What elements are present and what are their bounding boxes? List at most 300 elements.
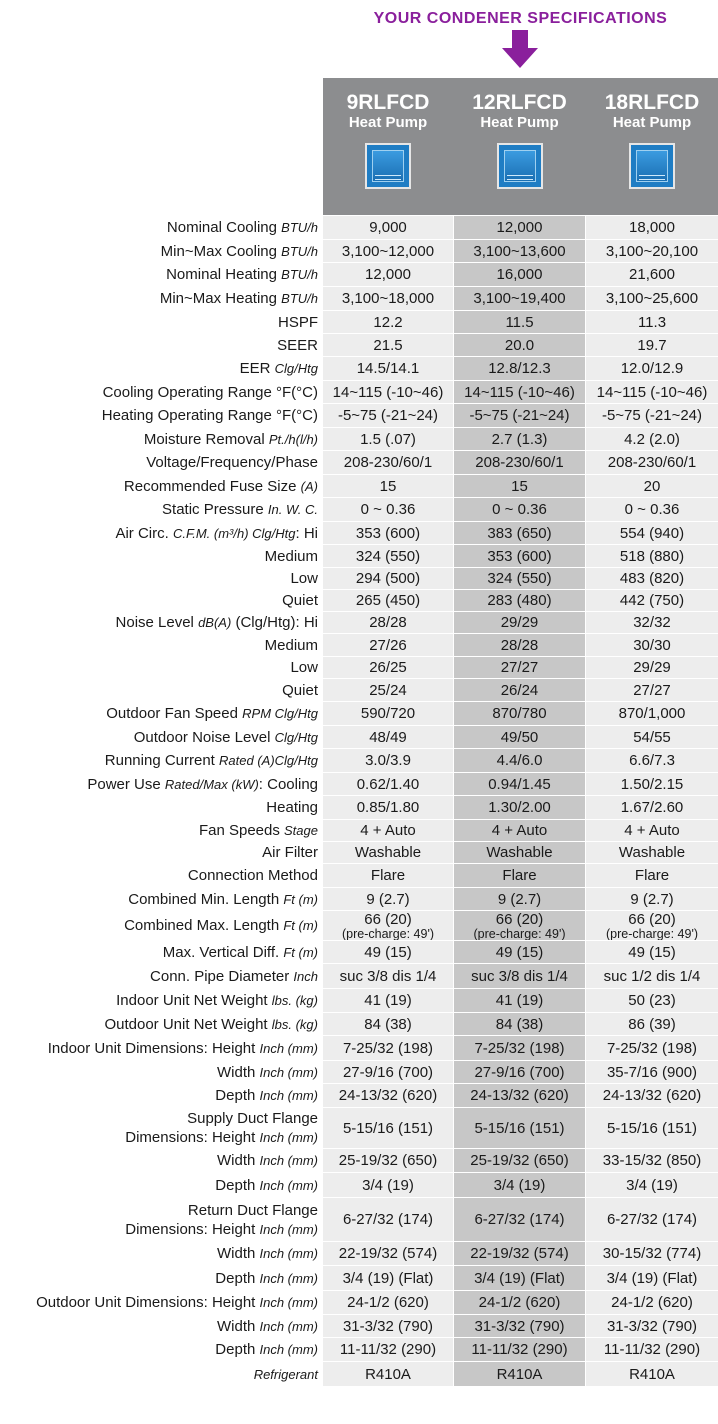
spec-label xyxy=(0,820,318,841)
spec-label-line xyxy=(188,866,318,885)
model-column-header xyxy=(323,78,453,215)
spec-value: 324 (550) xyxy=(355,547,421,565)
spec-row xyxy=(0,1012,718,1035)
spec-label-text: Depth xyxy=(215,1269,256,1287)
spec-value-cell xyxy=(586,1149,718,1172)
spec-value-cell xyxy=(323,522,453,544)
spec-value: 49/50 xyxy=(500,728,539,746)
spec-label-text: Depth xyxy=(215,1176,256,1194)
spec-note: (pre-charge: 49') xyxy=(341,926,434,941)
spec-row xyxy=(0,819,718,841)
spec-value: 3/4 (19) xyxy=(493,1176,546,1194)
spec-value: 2.7 (1.3) xyxy=(491,430,548,448)
spec-value-cell xyxy=(454,612,585,633)
spec-value: 29/29 xyxy=(500,614,539,631)
spec-label xyxy=(0,634,318,656)
spec-unit: BTU/h xyxy=(281,291,318,306)
spec-label xyxy=(0,749,318,772)
spec-value-cell xyxy=(454,1084,585,1107)
spec-value-cell xyxy=(586,989,718,1012)
spec-value: 1.50/2.15 xyxy=(620,775,684,793)
spec-row xyxy=(0,1314,718,1337)
spec-label xyxy=(0,1149,318,1172)
spec-value-cell xyxy=(454,311,585,333)
spec-value: 48/49 xyxy=(369,728,407,746)
spec-label xyxy=(0,1315,318,1337)
spec-unit: RPM Clg/Htg xyxy=(242,706,318,721)
spec-value: 41 (19) xyxy=(495,992,544,1009)
spec-value: 3/4 (19) xyxy=(362,1176,414,1194)
spec-value-cell xyxy=(454,357,585,380)
spec-value: 5-15/16 (151) xyxy=(342,1119,434,1137)
spec-label-line xyxy=(144,430,318,449)
model-name: 18RLFCD xyxy=(604,91,700,114)
spec-value: 6.6/7.3 xyxy=(629,752,675,769)
spec-label-line xyxy=(278,313,318,332)
spec-label-text: Min~Max Cooling xyxy=(160,242,277,260)
spec-value-cell xyxy=(323,941,453,963)
spec-value-cell xyxy=(454,1362,585,1386)
spec-value: 12.0/12.9 xyxy=(620,360,684,377)
spec-value-cell xyxy=(454,1108,585,1148)
spec-label xyxy=(0,1173,318,1197)
spec-value-cell xyxy=(323,1173,453,1197)
spec-row xyxy=(0,887,718,910)
spec-row xyxy=(0,497,718,521)
spec-row xyxy=(0,403,718,427)
spec-value: 3,100~25,600 xyxy=(605,290,699,307)
spec-label-line xyxy=(116,613,318,632)
spec-value-cell xyxy=(454,498,585,521)
spec-value-cell xyxy=(323,1084,453,1107)
spec-value-cell xyxy=(323,428,453,450)
spec-label-text: Heating Operating Range °F(°C) xyxy=(101,407,318,424)
spec-row xyxy=(0,1361,718,1386)
spec-value-cell xyxy=(323,634,453,656)
spec-label-text: Power Use xyxy=(87,775,161,793)
spec-value-cell xyxy=(586,1315,718,1337)
spec-label-line xyxy=(215,1340,318,1359)
spec-value-cell xyxy=(323,888,453,910)
spec-value: 9,000 xyxy=(369,219,407,236)
spec-value-cell xyxy=(454,796,585,819)
spec-row xyxy=(0,544,718,567)
spec-value: 6-27/32 (174) xyxy=(606,1211,698,1228)
spec-value: 11.5 xyxy=(505,313,534,331)
spec-value: 24-1/2 (620) xyxy=(611,1294,693,1311)
arrow-down-icon xyxy=(502,30,538,68)
spec-label-line xyxy=(162,500,318,519)
spec-unit: BTU/h xyxy=(281,220,318,235)
spec-value-cell xyxy=(323,404,453,427)
spec-label-text: Width xyxy=(216,1152,256,1169)
spec-value-cell xyxy=(323,287,453,310)
spec-label xyxy=(0,842,318,863)
spec-value: 31-3/32 (790) xyxy=(342,1317,434,1335)
spec-unit: Inch (mm) xyxy=(259,1318,318,1334)
spec-value-cell xyxy=(323,726,453,748)
spec-label xyxy=(0,1291,318,1314)
spec-label-line xyxy=(217,1244,318,1263)
spec-value-cell xyxy=(323,1061,453,1083)
spec-value: 353 (600) xyxy=(355,524,421,542)
spec-value-cell xyxy=(323,679,453,701)
model-column-header xyxy=(586,78,718,215)
spec-value-cell xyxy=(586,820,718,841)
spec-label-text: Dimensions: Height xyxy=(125,1220,256,1238)
spec-value: Flare xyxy=(370,867,406,884)
spec-label-text: EER xyxy=(239,360,271,377)
spec-value: 14.5/14.1 xyxy=(356,360,420,377)
spec-label-line xyxy=(106,704,318,723)
spec-unit: lbs. (kg) xyxy=(271,1016,318,1032)
spec-label-text: Low xyxy=(290,570,318,587)
spec-unit: Inch (mm) xyxy=(259,1246,318,1261)
spec-value-cell xyxy=(323,989,453,1012)
spec-value: 9 (2.7) xyxy=(497,890,542,908)
spec-value: 294 (500) xyxy=(355,570,421,587)
spec-label-line xyxy=(167,218,318,237)
spec-label-suffix: : Hi xyxy=(295,524,318,542)
spec-value: 7-25/32 (198) xyxy=(474,1039,565,1057)
spec-label-text: Outdoor Unit Dimensions: Height xyxy=(36,1294,256,1311)
spec-value: 11-11/32 (290) xyxy=(471,1341,568,1358)
spec-value: 84 (38) xyxy=(364,1015,412,1033)
spec-value: 27-9/16 (700) xyxy=(474,1063,565,1081)
spec-value: 590/720 xyxy=(360,705,416,722)
spec-value-cell xyxy=(454,475,585,497)
spec-table xyxy=(0,215,718,1386)
spec-value: 31-3/32 (790) xyxy=(474,1317,565,1335)
spec-label-text: HSPF xyxy=(277,313,318,331)
spec-label-line xyxy=(105,751,318,770)
spec-row xyxy=(0,239,718,262)
spec-value-cell xyxy=(454,820,585,841)
spec-unit: Clg/Htg xyxy=(274,361,318,376)
spec-value: 26/24 xyxy=(500,681,539,699)
spec-row xyxy=(0,262,718,286)
spec-label-line xyxy=(116,991,318,1010)
spec-unit: Inch (mm) xyxy=(259,1153,318,1168)
spec-value: 25/24 xyxy=(369,681,407,699)
spec-unit: Stage xyxy=(284,823,318,838)
spec-value: 442 (750) xyxy=(619,592,685,609)
spec-value: 28/28 xyxy=(500,636,539,654)
spec-label-text: Connection Method xyxy=(187,867,318,884)
spec-label xyxy=(0,1108,318,1148)
spec-label-line xyxy=(282,591,318,610)
spec-row xyxy=(0,963,718,988)
spec-label xyxy=(0,1338,318,1361)
spec-value: 11.3 xyxy=(637,313,667,331)
spec-row xyxy=(0,1107,718,1148)
spec-value-cell xyxy=(454,941,585,963)
spec-label-text: Moisture Removal xyxy=(143,430,265,448)
spec-unit: Inch (mm) xyxy=(259,1088,318,1103)
spec-value: 5-15/16 (151) xyxy=(606,1119,698,1137)
spec-label xyxy=(0,404,318,427)
spec-label-text: Low xyxy=(290,659,318,676)
spec-value-cell xyxy=(454,1149,585,1172)
spec-row xyxy=(0,427,718,450)
spec-label-text: Medium xyxy=(264,547,318,565)
spec-value-cell xyxy=(586,796,718,819)
spec-value: 15 xyxy=(379,477,397,495)
spec-value-cell xyxy=(323,334,453,356)
spec-value-cell xyxy=(454,381,585,403)
spec-value-cell xyxy=(586,1173,718,1197)
spec-label-text: Noise Level xyxy=(115,614,194,631)
spec-value-cell xyxy=(586,842,718,863)
spec-label xyxy=(0,702,318,725)
spec-value-cell xyxy=(454,888,585,910)
spec-value: 3/4 (19) (Flat) xyxy=(606,1269,698,1287)
spec-value-cell xyxy=(586,451,718,474)
spec-unit: Inch (mm) xyxy=(259,1130,318,1145)
spec-value-cell xyxy=(454,216,585,239)
spec-label xyxy=(0,1362,318,1386)
spec-value: 21.5 xyxy=(373,336,403,354)
spec-value: 0 ~ 0.36 xyxy=(624,501,680,518)
spec-row xyxy=(0,725,718,748)
spec-value-cell xyxy=(586,216,718,239)
spec-value: 18,000 xyxy=(629,219,675,236)
spec-value: 0.85/1.80 xyxy=(356,799,420,816)
spec-label-text: Air Filter xyxy=(262,844,318,861)
spec-label-text: Width xyxy=(216,1245,256,1262)
spec-label-line xyxy=(290,569,318,588)
spec-label-line xyxy=(103,383,318,402)
spec-value-cell xyxy=(323,1266,453,1290)
spec-value: R410A xyxy=(365,1365,411,1383)
spec-value: 14~115 (-10~46) xyxy=(464,383,575,401)
spec-label xyxy=(0,911,318,940)
spec-value: 24-1/2 (620) xyxy=(347,1294,429,1311)
spec-label-line xyxy=(217,1317,318,1336)
spec-value-cell xyxy=(323,864,453,887)
spec-value: Flare xyxy=(502,867,537,884)
spec-value: 3,100~12,000 xyxy=(341,242,435,260)
spec-value-cell xyxy=(586,773,718,795)
spec-row xyxy=(0,656,718,678)
spec-label xyxy=(0,263,318,286)
spec-value-cell xyxy=(454,404,585,427)
spec-label-line xyxy=(146,453,318,472)
spec-label-line xyxy=(265,636,318,655)
spec-value-cell xyxy=(586,964,718,988)
spec-value-cell xyxy=(323,911,453,940)
spec-value: 12.2 xyxy=(373,313,403,331)
spec-value-cell xyxy=(586,404,718,427)
spec-value: Washable xyxy=(486,844,553,861)
spec-value-cell xyxy=(586,634,718,656)
spec-value-cell xyxy=(454,545,585,567)
spec-value: suc 1/2 dis 1/4 xyxy=(603,967,701,985)
spec-value-cell xyxy=(454,334,585,356)
spec-value: 0.62/1.40 xyxy=(356,775,420,793)
spec-value-cell xyxy=(586,1013,718,1035)
spec-value-cell xyxy=(586,287,718,310)
model-column-header xyxy=(454,78,585,215)
spec-row xyxy=(0,356,718,380)
spec-value: 6-27/32 (174) xyxy=(474,1211,565,1228)
spec-label xyxy=(0,451,318,474)
spec-label-line xyxy=(254,1365,318,1384)
spec-label-text: Max. Vertical Diff. xyxy=(162,943,280,961)
spec-value: 554 (940) xyxy=(619,524,685,542)
model-type: Heat Pump xyxy=(348,114,428,131)
spec-value-cell xyxy=(586,381,718,403)
spec-value: 20 xyxy=(643,477,661,495)
spec-label xyxy=(0,679,318,701)
spec-label xyxy=(0,796,318,819)
spec-value-cell xyxy=(454,864,585,887)
spec-value: 14~115 (-10~46) xyxy=(596,383,708,401)
spec-row xyxy=(0,286,718,310)
spec-value-cell xyxy=(454,911,585,940)
spec-value: 22-19/32 (574) xyxy=(338,1245,438,1262)
energy-star-icon xyxy=(365,143,411,189)
spec-label xyxy=(0,475,318,497)
spec-value-cell xyxy=(323,357,453,380)
spec-label xyxy=(0,1084,318,1107)
spec-value: 3,100~18,000 xyxy=(341,290,435,307)
spec-label-text: Width xyxy=(216,1063,256,1081)
spec-unit: (A) xyxy=(300,478,318,494)
spec-label-line: Return Duct Flange xyxy=(187,1201,318,1219)
spec-value: 20.0 xyxy=(504,336,535,354)
spec-unit: dB(A) xyxy=(198,615,232,630)
spec-value: -5~75 (-21~24) xyxy=(337,407,439,424)
spec-value: 27-9/16 (700) xyxy=(342,1063,434,1081)
spec-row xyxy=(0,1035,718,1060)
spec-label-line xyxy=(240,359,318,378)
spec-value-cell xyxy=(323,1315,453,1337)
spec-row xyxy=(0,589,718,611)
spec-label-text: Depth xyxy=(215,1341,256,1358)
spec-value-cell xyxy=(586,1036,718,1060)
spec-value-cell xyxy=(586,749,718,772)
spec-label-suffix: (Clg/Htg): Hi xyxy=(231,614,318,631)
spec-label-text: Outdoor Fan Speed xyxy=(106,705,238,722)
spec-value: 7-25/32 (198) xyxy=(342,1039,434,1057)
spec-label-line xyxy=(265,547,318,566)
spec-value-cell xyxy=(586,545,718,567)
spec-value: 66 (20) xyxy=(628,910,676,928)
spec-value: 25-19/32 (650) xyxy=(338,1152,438,1169)
spec-label-text: SEER xyxy=(277,336,318,354)
spec-value-cell xyxy=(454,842,585,863)
spec-value-cell xyxy=(323,1198,453,1241)
spec-value: suc 3/8 dis 1/4 xyxy=(471,967,568,985)
spec-value-cell xyxy=(454,1198,585,1241)
spec-label-text: Indoor Unit Net Weight xyxy=(116,992,268,1009)
spec-unit: Inch (mm) xyxy=(259,1064,318,1080)
spec-row xyxy=(0,910,718,940)
spec-label xyxy=(0,888,318,910)
spec-value: 208-230/60/1 xyxy=(607,454,697,471)
spec-value: 9 (2.7) xyxy=(366,890,410,908)
spec-label-line xyxy=(277,336,318,355)
spec-value: 1.5 (.07) xyxy=(360,430,416,448)
spec-label-line xyxy=(104,1015,318,1034)
spec-unit: Ft (m) xyxy=(283,891,318,907)
spec-unit: Inch (mm) xyxy=(259,1342,318,1357)
spec-label-text: Depth xyxy=(215,1087,256,1104)
energy-star-icon xyxy=(629,143,675,189)
spec-value-cell xyxy=(586,522,718,544)
spec-label xyxy=(0,545,318,567)
spec-value-cell xyxy=(323,590,453,611)
spec-unit: Inch (mm) xyxy=(259,1177,318,1193)
spec-label-text: Fan Speeds xyxy=(198,822,280,839)
spec-value-cell xyxy=(586,612,718,633)
spec-label-line xyxy=(215,1269,318,1288)
spec-row xyxy=(0,380,718,403)
model-header xyxy=(323,78,718,215)
spec-label xyxy=(0,989,318,1012)
model-type: Heat Pump xyxy=(480,114,559,131)
spec-label-line xyxy=(125,1128,318,1147)
spec-row xyxy=(0,1265,718,1290)
spec-value: R410A xyxy=(629,1365,675,1383)
spec-unit: Rated (A)Clg/Htg xyxy=(219,753,318,768)
spec-row xyxy=(0,521,718,544)
spec-unit: Pt./h(l/h) xyxy=(268,431,318,447)
spec-label-text: Dimensions: Height xyxy=(125,1129,256,1146)
spec-label xyxy=(0,1013,318,1035)
spec-value: 30-15/32 (774) xyxy=(602,1245,702,1262)
spec-label-line xyxy=(87,775,318,794)
spec-value-cell xyxy=(323,545,453,567)
spec-value-cell xyxy=(586,590,718,611)
spec-value-cell xyxy=(454,749,585,772)
spec-value-cell xyxy=(586,263,718,286)
spec-value-cell xyxy=(323,216,453,239)
spec-label-text: Quiet xyxy=(282,592,318,609)
spec-label xyxy=(0,726,318,748)
spec-label-line xyxy=(36,1293,318,1312)
spec-value-cell xyxy=(454,773,585,795)
spec-value-cell xyxy=(323,749,453,772)
spec-value-cell xyxy=(586,1061,718,1083)
spec-value: 3,100~13,600 xyxy=(473,242,566,260)
spec-label-text: Indoor Unit Dimensions: Height xyxy=(47,1039,256,1057)
spec-value-cell xyxy=(323,842,453,863)
spec-row xyxy=(0,701,718,725)
spec-value-cell xyxy=(454,428,585,450)
spec-value-cell xyxy=(454,964,585,988)
spec-unit: Inch (mm) xyxy=(259,1295,318,1310)
spec-value: 26/25 xyxy=(369,659,407,676)
spec-value: 208-230/60/1 xyxy=(475,454,564,471)
spec-label-line xyxy=(48,1039,318,1058)
spec-value-cell xyxy=(323,1036,453,1060)
spec-label xyxy=(0,590,318,611)
spec-value: 84 (38) xyxy=(495,1015,544,1033)
spec-label-text: Combined Max. Length xyxy=(124,917,280,934)
spec-value-cell xyxy=(454,702,585,725)
spec-value: 16,000 xyxy=(496,266,543,283)
spec-value: 12,000 xyxy=(365,266,411,283)
spec-value: 35-7/16 (900) xyxy=(606,1063,698,1081)
spec-value-cell xyxy=(586,1242,718,1265)
spec-value: 33-15/32 (850) xyxy=(602,1152,702,1169)
spec-value: 4 + Auto xyxy=(360,822,416,839)
spec-row xyxy=(0,988,718,1012)
spec-unit: Inch (mm) xyxy=(259,1040,318,1056)
spec-label-text: Cooling Operating Range °F(°C) xyxy=(102,383,318,401)
